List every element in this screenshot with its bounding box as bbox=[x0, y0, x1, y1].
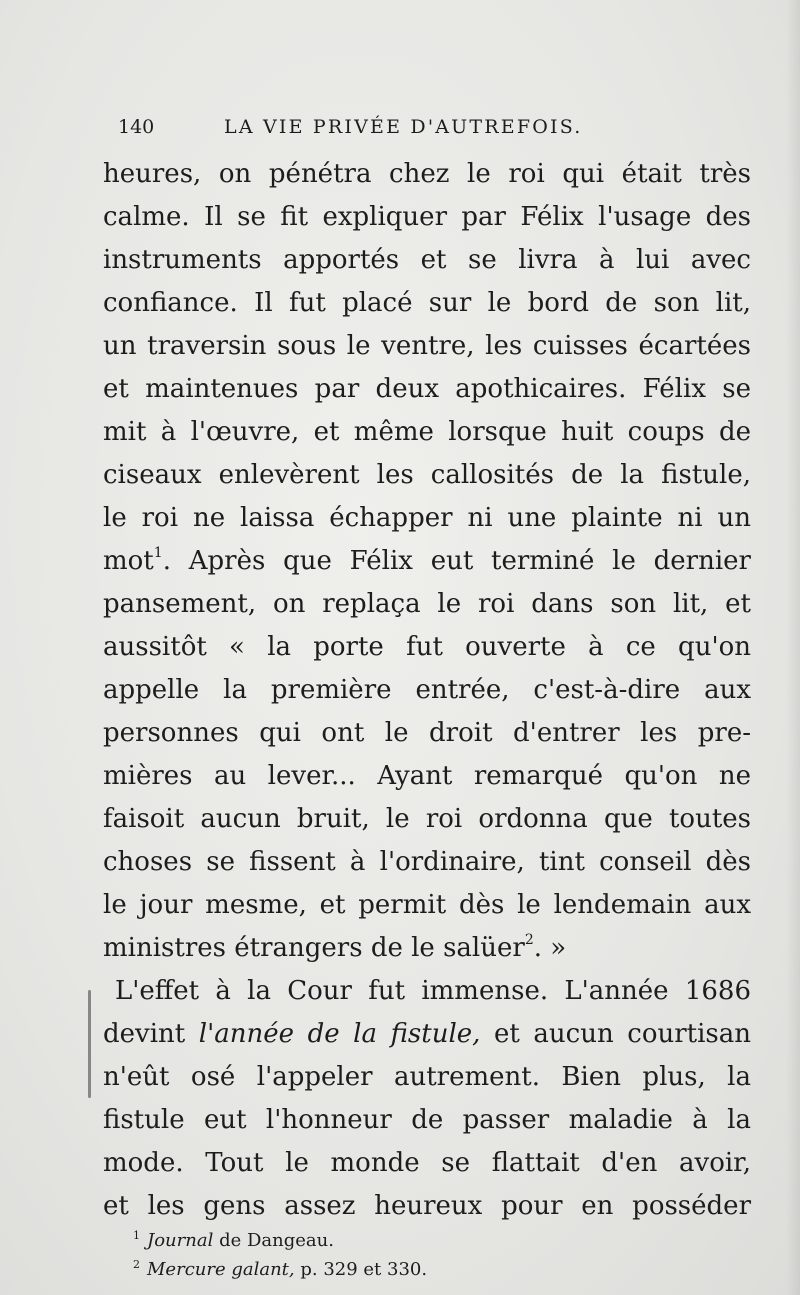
text-fragment: . » bbox=[533, 933, 567, 963]
text-fragment: mot bbox=[103, 546, 154, 576]
footnote-text: de Dangeau. bbox=[213, 1230, 334, 1251]
text-line: et maintenues par deux apothicaires. Félix se bbox=[103, 374, 751, 404]
text-line bbox=[103, 1013, 751, 1056]
text-line: et les gens assez heureux pour en posséder bbox=[103, 1191, 751, 1221]
footnote-source: Journal bbox=[147, 1230, 214, 1251]
paragraph-start-line: L'effet à la Cour fut immense. L'année 1686 bbox=[115, 976, 751, 1006]
text-fragment: devint bbox=[103, 1019, 199, 1049]
text-line: instruments apportés et se livra à lui avec bbox=[103, 245, 751, 275]
text-line: pansement, on replaça le roi dans son lit, et bbox=[103, 589, 751, 619]
text-fragment: . Après que Félix eut terminé le dernier bbox=[162, 546, 751, 576]
text-line: mières au lever... Ayant remarqué qu'on ne bbox=[103, 761, 751, 791]
footnote-text: p. 329 et 330. bbox=[294, 1259, 428, 1280]
text-line: fistule eut l'honneur de passer maladie à la bbox=[103, 1105, 751, 1135]
text-line: faisoit aucun bruit, le roi ordonna que toutes bbox=[103, 804, 751, 834]
margin-pencil-mark bbox=[88, 990, 91, 1098]
text-line: ciseaux enlevèrent les callosités de la fistule, bbox=[103, 460, 751, 490]
footnote-ref-1: 1 bbox=[153, 545, 163, 561]
footnote-2 bbox=[133, 1255, 693, 1284]
body-text bbox=[103, 153, 751, 1228]
text-line: mode. Tout le monde se flattait d'en avoir, bbox=[103, 1148, 751, 1178]
text-line: confiance. Il fut placé sur le bord de son lit, bbox=[103, 288, 751, 318]
footnotes bbox=[133, 1226, 693, 1284]
text-line: mit à l'œuvre, et même lorsque huit coups de bbox=[103, 417, 751, 447]
text-line: aussitôt « la porte fut ouverte à ce qu'on bbox=[103, 632, 751, 662]
page-number: 140 bbox=[118, 116, 155, 138]
text-line: un traversin sous le ventre, les cuisses écartées bbox=[103, 331, 751, 361]
text-line: appelle la première entrée, c'est-à-dire aux bbox=[103, 675, 751, 705]
text-fragment: ministres étrangers de le salüer bbox=[103, 933, 525, 963]
text-fragment: et aucun courtisan bbox=[480, 1019, 751, 1049]
footnote-marker: 2 bbox=[133, 1258, 140, 1271]
running-head: LA VIE PRIVÉE D'AUTREFOIS. bbox=[224, 116, 583, 138]
text-line: choses se fissent à l'ordinaire, tint conseil dès bbox=[103, 847, 751, 877]
text-line: heures, on pénétra chez le roi qui était très bbox=[103, 159, 751, 189]
text-line: le jour mesme, et permit dès le lendemain aux bbox=[103, 890, 751, 920]
text-line: le roi ne laissa échapper ni une plainte ni un bbox=[103, 503, 751, 533]
text-line: calme. Il se fit expliquer par Félix l'usage des bbox=[103, 202, 751, 232]
text-line bbox=[103, 927, 751, 970]
italic-phrase: l'année de la fistule, bbox=[198, 1019, 481, 1049]
text-line bbox=[103, 540, 751, 583]
footnote-source: Mercure galant, bbox=[147, 1259, 295, 1280]
footnote-ref-2: 2 bbox=[524, 932, 534, 948]
footnote-marker: 1 bbox=[133, 1229, 140, 1242]
text-line: personnes qui ont le droit d'entrer les pre- bbox=[103, 718, 751, 748]
footnote-1 bbox=[133, 1226, 693, 1255]
page-header bbox=[118, 112, 758, 142]
page-edge-shadow bbox=[786, 0, 800, 1295]
text-line: n'eût osé l'appeler autrement. Bien plus, la bbox=[103, 1062, 751, 1092]
